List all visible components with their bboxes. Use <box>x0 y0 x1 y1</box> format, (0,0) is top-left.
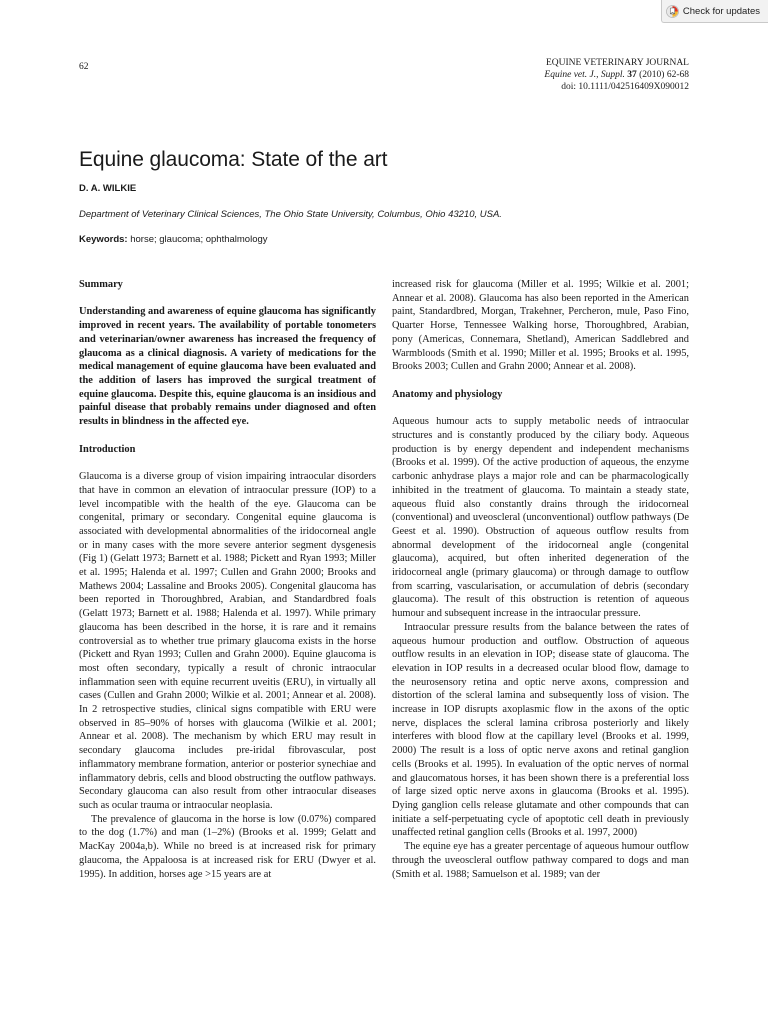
check-for-updates-label: Check for updates <box>682 5 760 17</box>
keywords <box>79 234 268 245</box>
journal-citation: Equine vet. J., Suppl. 37 (2010) 62-68 <box>544 70 689 80</box>
summary-text: Understanding and awareness of equine glaucoma has significantly improved in recent years. The availability of portable tonometers and veterinarian/owner awareness has increased the frequency of glaucoma as a clinical diagnosis. A variety of medications for the medical management of equine glaucoma have been evaluated and the addition of lasers has improved the surgical treatment of equine glaucoma. Despite this, equine glaucoma is an insidious and painful disease that probably remains under diagnosed and often results in blindness in the affected eye. <box>79 306 376 428</box>
journal-name: EQUINE VETERINARY JOURNAL <box>545 58 689 68</box>
introduction-paragraph: The prevalence of glaucoma in the horse is low (0.07%) compared to the dog (1.7%) and man (1–2%) (Brooks et al. 1999; Gelatt and MacKay 2004a,b). While no breed is at increased risk for primary glaucoma, the Appaloosa is at increased risk for ERU (Dwyer et al. 1995). In addition, horses age >15 years are at <box>79 813 376 880</box>
check-for-updates-button[interactable] <box>661 0 768 23</box>
anatomy-paragraph: The equine eye has a greater percentage of aqueous humour outflow through the uveoscleral outflow pathway compared to dogs and man (Smith et al. 1988; Samuelson et al. 1989; van der <box>392 841 689 880</box>
doi: doi: 10.1111/042516409X090012 <box>561 82 689 92</box>
crossmark-icon <box>666 5 679 18</box>
keywords-label: Keywords: <box>79 234 128 245</box>
author-name: D. A. WILKIE <box>79 183 137 194</box>
introduction-heading: Introduction <box>79 443 136 455</box>
author-affiliation: Department of Veterinary Clinical Sciences, The Ohio State University, Columbus, Ohio 43210, USA. <box>79 209 502 220</box>
left-column <box>79 278 376 881</box>
anatomy-paragraph: Aqueous humour acts to supply metabolic needs of intraocular structures and is constantly produced by the ciliary body. Aqueous production is by energy dependent and independent mechanisms (Brooks et al. 1999). Of the active production of aqueous, the enzyme carbonic anhydrase plays a major role and can be pharmacologically inhibited in the treatment of glaucoma. To maintain a steady state, aqueous fluid also constantly drains through the iridocorneal (conventional) and uveoscleral (unconventional) outflow pathways (De Geest et al. 1990). Obstruction of aqueous outflow results from abnormal development of the iridocorneal angle (congenital glaucoma), acquired, but often inherited degeneration of the iridocorneal angle (primary glaucoma) or through damage to outflow from scarring, vascularisation, or accumulation of debris (secondary glaucoma). The result of this obstruction is retention of aqueous humour and subsequent increase in the intraocular pressure. <box>392 416 689 620</box>
journal-header <box>544 57 689 93</box>
introduction-paragraph: Glaucoma is a diverse group of vision impairing intraocular disorders that have in common an elevation of intraocular pressure (IOP) to a level incompatible with the health of the eye. Glaucoma can be congenital, primary or secondary. Congenital equine glaucoma is associated with developmental abnormalities of the iridocorneal angle or in many cases with the more severe anterior segment dysgenesis (Fig 1) (Gelatt 1973; Barnett et al. 1988; Pickett and Ryan 1993; Miller et al. 1995; Halenda et al. 1997; Cullen and Grahn 2000; Brooks and Mathews 2004; Lassaline and Brooks 2005). Congenital glaucoma has been reported in Thoroughbred, Arabian, and Standardbred foals (Gelatt 1973; Barnett et al. 1988; Halenda et al. 1997). While primary glaucoma has been described in the horse, it is rare and it remains controversial as to whether true primary glaucoma exists in the horse (Pickett and Ryan 1993; Cullen and Grahn 2000). Equine glaucoma is most often secondary, typically a result of chronic intraocular inflammation seen with equine recurrent uveitis (ERU), in virtually all cases (Cullen and Grahn 2000; Wilkie et al. 2001; Annear et al. 2008). In 2 retrospective studies, clinical signs compatible with ERU were observed in 85–90% of horses with glaucoma (Wilkie et al. 2001; Annear et al. 2008). The mechanism by which ERU may result in secondary glaucoma includes pre-iridal fibrovascular, post inflammatory membrane formation, anterior or posterior synechiae and inflammatory debris, cells and blood obstructing the outflow pathways. Secondary glaucoma can also result from other intraocular diseases such as ocular trauma or intraocular neoplasia. <box>79 471 376 811</box>
right-column <box>392 278 689 881</box>
page-number: 62 <box>79 62 89 72</box>
anatomy-paragraph: Intraocular pressure results from the balance between the rates of aqueous humour production and outflow. Obstruction of aqueous outflow results in an elevation in IOP; disease state of glaucoma. The elevation in IOP results in a decreased ocular blood flow, damage to the neurosensory retina and optic nerve axons, compression and distortion of the scleral lamina and subsequently loss of vision. The increase in IOP disrupts axoplasmic flow in the axons of the optic nerve, displaces the scleral lamina cribrosa posteriorly and likely interferes with blood flow at the capillary level (Brooks et al. 1999, 2000) The result is a loss of optic nerve axons and retinal ganglion cells (Brooks et al. 1995). In evaluation of the optic nerves of normal and glaucomatous horses, it has been shown there is a preferential loss of large sized optic nerve axons in glaucoma (Brooks et al. 1995). Dying ganglion cells release glutamate and other compounds that can initiate a self-perpetuating cycle of apoptotic cell death in previously unaffected retinal ganglion cells (Brooks et al. 1997, 2000) <box>392 621 689 839</box>
summary-heading: Summary <box>79 279 123 290</box>
anatomy-heading: Anatomy and physiology <box>392 388 503 400</box>
introduction-paragraph-continued: increased risk for glaucoma (Miller et al. 1995; Wilkie et al. 2001; Annear et al. 2008). Glaucoma has also been reported in the American paint, Standardbred, Morgan, Trakehner, Percheron, mule, Paso Fino, Quarter Horse, Tennessee Walking horse, Thoroughbred, Arabian, pony (Americas, Connemara, Shetland), American Saddlebred and Warmbloods (Smith et al. 1990; Miller et al. 1995; Brooks et al. 1995, Brooks 2003; Cullen and Grahn 2000; Annear et al. 2008). <box>392 279 689 373</box>
keywords-value: horse; glaucoma; ophthalmology <box>127 234 268 245</box>
article-title: Equine glaucoma: State of the art <box>79 148 388 171</box>
